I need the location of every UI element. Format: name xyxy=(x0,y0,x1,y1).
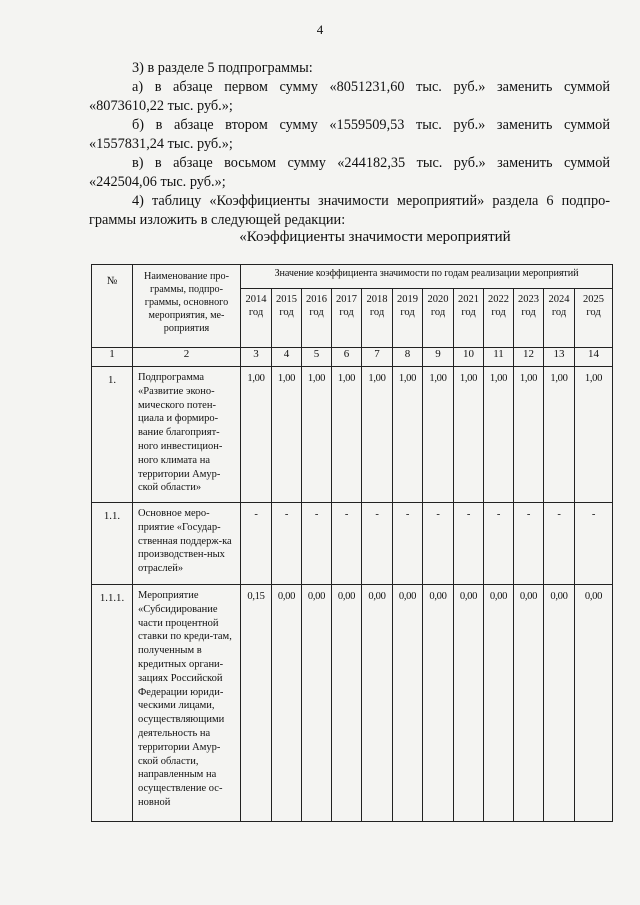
coefficient-value: - xyxy=(544,503,575,585)
column-number: 9 xyxy=(423,348,454,367)
coefficient-value: 1,00 xyxy=(302,367,332,503)
column-number: 13 xyxy=(544,348,575,367)
coefficient-value: 0,00 xyxy=(332,585,362,822)
coefficient-value: 1,00 xyxy=(332,367,362,503)
header-year: 2018 год xyxy=(362,289,393,348)
table-row xyxy=(92,585,613,822)
coefficient-value: 0,00 xyxy=(575,585,613,822)
column-number: 11 xyxy=(484,348,514,367)
header-year: 2021 год xyxy=(454,289,484,348)
header-coefficient-span: Значение коэффициента значимости по годам реализации мероприятий xyxy=(241,265,613,289)
table-title: «Коэффициенты значимости мероприятий xyxy=(239,229,511,245)
coefficient-value: 1,00 xyxy=(544,367,575,503)
page-number: 4 xyxy=(316,22,324,37)
coefficient-value: 0,00 xyxy=(484,585,514,822)
column-number: 2 xyxy=(133,348,241,367)
header-year: 2020 год xyxy=(423,289,454,348)
header-number: № xyxy=(92,265,133,348)
table-row xyxy=(92,367,613,503)
coefficient-value: 1,00 xyxy=(454,367,484,503)
row-number: 1.1. xyxy=(92,503,133,585)
coefficient-value: 0,15 xyxy=(241,585,272,822)
coefficient-value: - xyxy=(302,503,332,585)
coefficient-value: 0,00 xyxy=(393,585,423,822)
paragraph-4-line2: граммы изложить в следующей редакции: xyxy=(89,212,346,228)
header-name: Наименование про-граммы, подпро-граммы, основного мероприятия, ме-роприятия xyxy=(133,265,241,348)
coefficient-value: 0,00 xyxy=(362,585,393,822)
coefficient-value: 0,00 xyxy=(514,585,544,822)
coefficient-value: 0,00 xyxy=(272,585,302,822)
header-year: 2019 год xyxy=(393,289,423,348)
table-row xyxy=(92,503,613,585)
coefficient-value: 1,00 xyxy=(393,367,423,503)
row-number: 1. xyxy=(92,367,133,503)
paragraph-c-line2: «242504,06 тыс. руб.»; xyxy=(89,174,226,190)
row-number: 1.1.1. xyxy=(92,585,133,822)
column-number-row xyxy=(92,348,613,367)
paragraph-b-line2: «1557831,24 тыс. руб.»; xyxy=(89,136,233,152)
header-year: 2022 год xyxy=(484,289,514,348)
coefficient-table xyxy=(91,264,613,822)
column-number: 5 xyxy=(302,348,332,367)
coefficient-value: 1,00 xyxy=(423,367,454,503)
paragraph-4-line1: 4) таблицу «Коэффициенты значимости мероприятий» раздела 6 подпро- xyxy=(132,193,610,209)
coefficient-value: - xyxy=(484,503,514,585)
row-name: Подпрограмма «Развитие эконо-мического потен-циала и формиро-вание благоприят-ного инвестицион-ного климата на территории Амур-ской области» xyxy=(133,367,241,503)
header-year: 2024 год xyxy=(544,289,575,348)
column-number: 3 xyxy=(241,348,272,367)
header-year: 2023 год xyxy=(514,289,544,348)
column-number: 1 xyxy=(92,348,133,367)
coefficient-value: - xyxy=(332,503,362,585)
coefficient-value: - xyxy=(362,503,393,585)
row-name: Основное меро-приятие «Государ-ственная поддерж-ка производствен-ных отраслей» xyxy=(133,503,241,585)
header-year: 2025 год xyxy=(575,289,613,348)
column-number: 12 xyxy=(514,348,544,367)
paragraph-a-line1: а) в абзаце первом сумму «8051231,60 тыс. руб.» заменить суммой xyxy=(132,79,610,95)
coefficient-value: - xyxy=(514,503,544,585)
column-number: 8 xyxy=(393,348,423,367)
paragraph-a-line2: «8073610,22 тыс. руб.»; xyxy=(89,98,233,114)
header-year: 2015 год xyxy=(272,289,302,348)
header-year: 2016 год xyxy=(302,289,332,348)
paragraph-c-line1: в) в абзаце восьмом сумму «244182,35 тыс. руб.» заменить суммой xyxy=(132,155,610,171)
paragraph-b-line1: б) в абзаце втором сумму «1559509,53 тыс. руб.» заменить суммой xyxy=(132,117,610,133)
paragraph-section5: 3) в разделе 5 подпрограммы: xyxy=(132,60,313,76)
coefficient-value: - xyxy=(423,503,454,585)
coefficient-value: 0,00 xyxy=(423,585,454,822)
coefficient-value: 0,00 xyxy=(544,585,575,822)
column-number: 10 xyxy=(454,348,484,367)
coefficient-value: 1,00 xyxy=(514,367,544,503)
row-name: Мероприятие «Субсидирование части процентной ставки по креди-там, полученным в кредитных органи-зациях Российской Федерации юриди-ческими лицами, осуществляющими деятельность на территории Амур-ской области, направленным на осуществление ос-новной xyxy=(133,585,241,822)
coefficient-value: - xyxy=(454,503,484,585)
header-year: 2017 год xyxy=(332,289,362,348)
coefficient-value: 1,00 xyxy=(575,367,613,503)
coefficient-value: - xyxy=(272,503,302,585)
column-number: 7 xyxy=(362,348,393,367)
coefficient-value: 0,00 xyxy=(302,585,332,822)
column-number: 14 xyxy=(575,348,613,367)
coefficient-value: 1,00 xyxy=(362,367,393,503)
coefficient-value: - xyxy=(241,503,272,585)
column-number: 4 xyxy=(272,348,302,367)
coefficient-value: - xyxy=(393,503,423,585)
coefficient-value: 1,00 xyxy=(484,367,514,503)
coefficient-value: 0,00 xyxy=(454,585,484,822)
header-year: 2014 год xyxy=(241,289,272,348)
coefficient-value: 1,00 xyxy=(272,367,302,503)
coefficient-value: - xyxy=(575,503,613,585)
column-number: 6 xyxy=(332,348,362,367)
coefficient-value: 1,00 xyxy=(241,367,272,503)
